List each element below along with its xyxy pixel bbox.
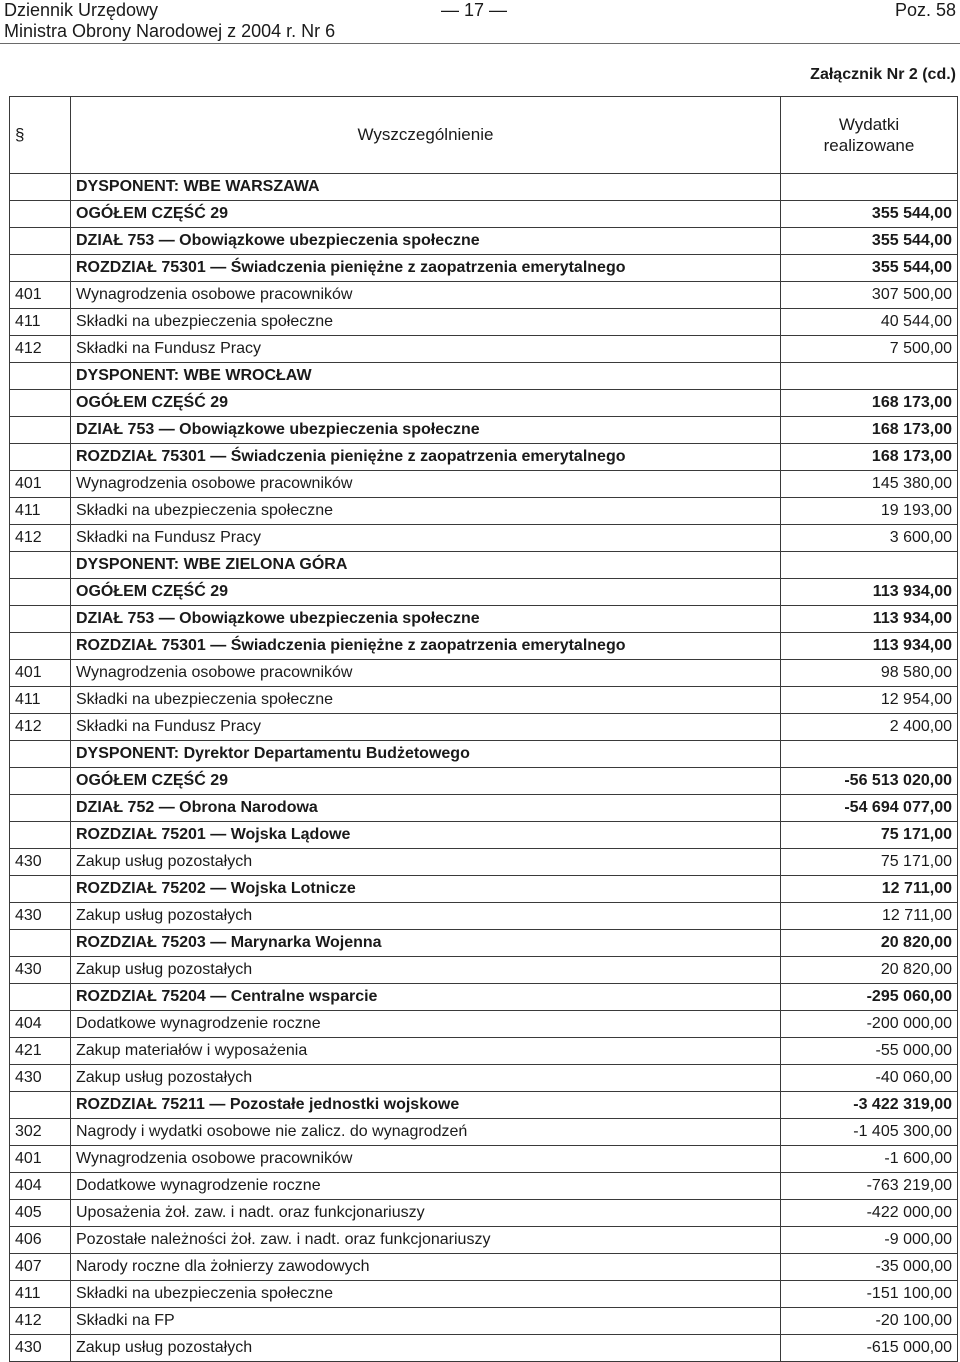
paragraph-code-cell: [10, 255, 71, 282]
paragraph-code-cell: 421: [10, 1038, 71, 1065]
description-cell: Pozostałe należności żoł. zaw. i nadt. oraz funkcjonariuszy: [71, 1227, 781, 1254]
table-row: [10, 768, 958, 795]
table-header-row: [10, 97, 958, 174]
paragraph-code-cell: [10, 822, 71, 849]
amount-header-line1: Wydatki: [838, 115, 900, 134]
journal-title: Dziennik Urzędowy: [4, 0, 159, 20]
amount-cell: 145 380,00: [781, 471, 958, 498]
amount-cell: -55 000,00: [781, 1038, 958, 1065]
amount-cell: -422 000,00: [781, 1200, 958, 1227]
paragraph-code-cell: [10, 552, 71, 579]
description-cell: Dodatkowe wynagrodzenie roczne: [71, 1173, 781, 1200]
table-row: [10, 1011, 958, 1038]
amount-cell: -35 000,00: [781, 1254, 958, 1281]
description-cell: ROZDZIAŁ 75201 — Wojska Lądowe: [71, 822, 781, 849]
paragraph-code-cell: 401: [10, 282, 71, 309]
table-row: [10, 417, 958, 444]
paragraph-code-cell: 412: [10, 714, 71, 741]
description-cell: Zakup usług pozostałych: [71, 1065, 781, 1092]
amount-cell: 12 711,00: [781, 903, 958, 930]
page-number: — 17 —: [441, 0, 508, 20]
amount-cell: [781, 174, 958, 201]
paragraph-code-cell: 411: [10, 687, 71, 714]
amount-cell: 168 173,00: [781, 390, 958, 417]
amount-cell: -615 000,00: [781, 1335, 958, 1362]
table-row: [10, 903, 958, 930]
description-cell: Zakup usług pozostałych: [71, 849, 781, 876]
description-cell: DYSPONENT: WBE ZIELONA GÓRA: [71, 552, 781, 579]
description-cell: DYSPONENT: Dyrektor Departamentu Budżetowego: [71, 741, 781, 768]
amount-cell: 113 934,00: [781, 579, 958, 606]
amount-cell: 355 544,00: [781, 201, 958, 228]
paragraph-code-cell: 401: [10, 660, 71, 687]
table-row: [10, 282, 958, 309]
paragraph-code-cell: [10, 579, 71, 606]
description-cell: OGÓŁEM CZĘŚĆ 29: [71, 768, 781, 795]
paragraph-code-cell: 401: [10, 471, 71, 498]
description-cell: Dodatkowe wynagrodzenie roczne: [71, 1011, 781, 1038]
table-row: [10, 201, 958, 228]
paragraph-code-cell: 430: [10, 849, 71, 876]
amount-cell: -151 100,00: [781, 1281, 958, 1308]
table-row: [10, 822, 958, 849]
amount-cell: -200 000,00: [781, 1011, 958, 1038]
table-row: [10, 1119, 958, 1146]
amount-cell: 168 173,00: [781, 417, 958, 444]
table-row: [10, 1227, 958, 1254]
table-row: [10, 1281, 958, 1308]
description-cell: Składki na ubezpieczenia społeczne: [71, 1281, 781, 1308]
description-cell: ROZDZIAŁ 75301 — Świadczenia pieniężne z zaopatrzenia emerytalnego: [71, 633, 781, 660]
amount-cell: 12 711,00: [781, 876, 958, 903]
description-cell: Zakup usług pozostałych: [71, 957, 781, 984]
description-cell: ROZDZIAŁ 75202 — Wojska Lotnicze: [71, 876, 781, 903]
paragraph-code-cell: [10, 201, 71, 228]
expenditure-table: [9, 96, 958, 1362]
paragraph-code-cell: [10, 930, 71, 957]
paragraph-code-cell: [10, 606, 71, 633]
amount-cell: -56 513 020,00: [781, 768, 958, 795]
table-row: [10, 795, 958, 822]
description-cell: Wynagrodzenia osobowe pracowników: [71, 282, 781, 309]
table-row: [10, 471, 958, 498]
description-cell: DZIAŁ 752 — Obrona Narodowa: [71, 795, 781, 822]
description-cell: ROZDZIAŁ 75211 — Pozostałe jednostki wojskowe: [71, 1092, 781, 1119]
description-cell: Składki na Fundusz Pracy: [71, 336, 781, 363]
description-cell: Składki na FP: [71, 1308, 781, 1335]
paragraph-code-cell: 411: [10, 1281, 71, 1308]
paragraph-code-cell: 412: [10, 336, 71, 363]
paragraph-code-cell: 411: [10, 498, 71, 525]
table-row: [10, 390, 958, 417]
amount-cell: 7 500,00: [781, 336, 958, 363]
description-cell: OGÓŁEM CZĘŚĆ 29: [71, 579, 781, 606]
table-row: [10, 876, 958, 903]
table-row: [10, 336, 958, 363]
paragraph-code-cell: 405: [10, 1200, 71, 1227]
paragraph-code-cell: 430: [10, 1335, 71, 1362]
paragraph-code-cell: [10, 876, 71, 903]
paragraph-code-cell: [10, 228, 71, 255]
table-row: [10, 525, 958, 552]
amount-cell: 19 193,00: [781, 498, 958, 525]
amount-cell: 98 580,00: [781, 660, 958, 687]
amount-cell: 20 820,00: [781, 930, 958, 957]
table-row: [10, 687, 958, 714]
annex-label: Załącznik Nr 2 (cd.): [810, 66, 956, 83]
amount-cell: -1 405 300,00: [781, 1119, 958, 1146]
table-row: [10, 1335, 958, 1362]
table-row: [10, 1146, 958, 1173]
paragraph-column-header: §: [10, 97, 71, 174]
table-row: [10, 660, 958, 687]
description-cell: Zakup materiałów i wyposażenia: [71, 1038, 781, 1065]
description-cell: Wynagrodzenia osobowe pracowników: [71, 1146, 781, 1173]
description-cell: OGÓŁEM CZĘŚĆ 29: [71, 201, 781, 228]
amount-cell: 40 544,00: [781, 309, 958, 336]
amount-cell: 3 600,00: [781, 525, 958, 552]
paragraph-code-cell: 430: [10, 903, 71, 930]
amount-cell: [781, 363, 958, 390]
table-row: [10, 1173, 958, 1200]
description-cell: DZIAŁ 753 — Obowiązkowe ubezpieczenia społeczne: [71, 417, 781, 444]
paragraph-code-cell: 407: [10, 1254, 71, 1281]
paragraph-code-cell: 302: [10, 1119, 71, 1146]
paragraph-code-cell: 411: [10, 309, 71, 336]
table-row: [10, 309, 958, 336]
table-row: [10, 363, 958, 390]
amount-cell: 307 500,00: [781, 282, 958, 309]
table-row: [10, 1200, 958, 1227]
description-cell: Narody roczne dla żołnierzy zawodowych: [71, 1254, 781, 1281]
table-row: [10, 1065, 958, 1092]
paragraph-code-cell: [10, 417, 71, 444]
description-cell: Nagrody i wydatki osobowe nie zalicz. do wynagrodzeń: [71, 1119, 781, 1146]
paragraph-code-cell: [10, 984, 71, 1011]
ministry-issue: Ministra Obrony Narodowej z 2004 r. Nr 6: [4, 21, 336, 41]
amount-header-line2: realizowane: [823, 136, 915, 155]
paragraph-code-cell: 406: [10, 1227, 71, 1254]
table-row: [10, 606, 958, 633]
description-cell: ROZDZIAŁ 75301 — Świadczenia pieniężne z zaopatrzenia emerytalnego: [71, 444, 781, 471]
description-cell: Uposażenia żoł. zaw. i nadt. oraz funkcjonariuszy: [71, 1200, 781, 1227]
description-cell: Zakup usług pozostałych: [71, 1335, 781, 1362]
description-cell: Składki na Fundusz Pracy: [71, 525, 781, 552]
position-number: Poz. 58: [894, 0, 956, 20]
table-row: [10, 930, 958, 957]
paragraph-code-cell: 412: [10, 1308, 71, 1335]
description-cell: DYSPONENT: WBE WARSZAWA: [71, 174, 781, 201]
amount-cell: 113 934,00: [781, 633, 958, 660]
table-row: [10, 984, 958, 1011]
table-row: [10, 174, 958, 201]
description-cell: DZIAŁ 753 — Obowiązkowe ubezpieczenia społeczne: [71, 228, 781, 255]
paragraph-code-cell: [10, 444, 71, 471]
amount-cell: 113 934,00: [781, 606, 958, 633]
amount-cell: 2 400,00: [781, 714, 958, 741]
amount-column-header: [781, 97, 958, 174]
description-cell: Wynagrodzenia osobowe pracowników: [71, 660, 781, 687]
amount-cell: 355 544,00: [781, 255, 958, 282]
table-row: [10, 444, 958, 471]
table-row: [10, 957, 958, 984]
paragraph-code-cell: [10, 390, 71, 417]
description-cell: Składki na Fundusz Pracy: [71, 714, 781, 741]
amount-cell: -20 100,00: [781, 1308, 958, 1335]
paragraph-code-cell: 401: [10, 1146, 71, 1173]
table-row: [10, 741, 958, 768]
amount-cell: 355 544,00: [781, 228, 958, 255]
paragraph-code-cell: [10, 363, 71, 390]
table-row: [10, 1308, 958, 1335]
paragraph-code-cell: [10, 795, 71, 822]
table-body: [10, 174, 958, 1362]
amount-cell: 168 173,00: [781, 444, 958, 471]
description-cell: OGÓŁEM CZĘŚĆ 29: [71, 390, 781, 417]
table-row: [10, 255, 958, 282]
table-row: [10, 579, 958, 606]
paragraph-code-cell: [10, 633, 71, 660]
table-row: [10, 228, 958, 255]
paragraph-code-cell: [10, 174, 71, 201]
table-row: [10, 498, 958, 525]
table-row: [10, 633, 958, 660]
amount-cell: -1 600,00: [781, 1146, 958, 1173]
amount-cell: -3 422 319,00: [781, 1092, 958, 1119]
amount-cell: -763 219,00: [781, 1173, 958, 1200]
paragraph-code-cell: [10, 768, 71, 795]
amount-cell: 20 820,00: [781, 957, 958, 984]
description-cell: Składki na ubezpieczenia społeczne: [71, 498, 781, 525]
paragraph-code-cell: [10, 741, 71, 768]
table-row: [10, 1038, 958, 1065]
header-rule: [0, 43, 960, 44]
amount-cell: 75 171,00: [781, 822, 958, 849]
table-row: [10, 552, 958, 579]
amount-cell: [781, 552, 958, 579]
amount-cell: 75 171,00: [781, 849, 958, 876]
amount-cell: -295 060,00: [781, 984, 958, 1011]
table-row: [10, 1254, 958, 1281]
amount-cell: -9 000,00: [781, 1227, 958, 1254]
description-cell: ROZDZIAŁ 75204 — Centralne wsparcie: [71, 984, 781, 1011]
paragraph-code-cell: 412: [10, 525, 71, 552]
amount-cell: -40 060,00: [781, 1065, 958, 1092]
amount-cell: -54 694 077,00: [781, 795, 958, 822]
description-cell: ROZDZIAŁ 75203 — Marynarka Wojenna: [71, 930, 781, 957]
paragraph-code-cell: 404: [10, 1173, 71, 1200]
description-column-header: Wyszczególnienie: [71, 97, 781, 174]
table-row: [10, 849, 958, 876]
description-cell: DYSPONENT: WBE WROCŁAW: [71, 363, 781, 390]
amount-cell: 12 954,00: [781, 687, 958, 714]
description-cell: Składki na ubezpieczenia społeczne: [71, 309, 781, 336]
description-cell: Składki na ubezpieczenia społeczne: [71, 687, 781, 714]
description-cell: DZIAŁ 753 — Obowiązkowe ubezpieczenia społeczne: [71, 606, 781, 633]
paragraph-code-cell: 430: [10, 1065, 71, 1092]
amount-cell: [781, 741, 958, 768]
description-cell: Wynagrodzenia osobowe pracowników: [71, 471, 781, 498]
table-row: [10, 1092, 958, 1119]
description-cell: ROZDZIAŁ 75301 — Świadczenia pieniężne z zaopatrzenia emerytalnego: [71, 255, 781, 282]
description-cell: Zakup usług pozostałych: [71, 903, 781, 930]
paragraph-code-cell: [10, 1092, 71, 1119]
paragraph-code-cell: 404: [10, 1011, 71, 1038]
paragraph-code-cell: 430: [10, 957, 71, 984]
table-row: [10, 714, 958, 741]
